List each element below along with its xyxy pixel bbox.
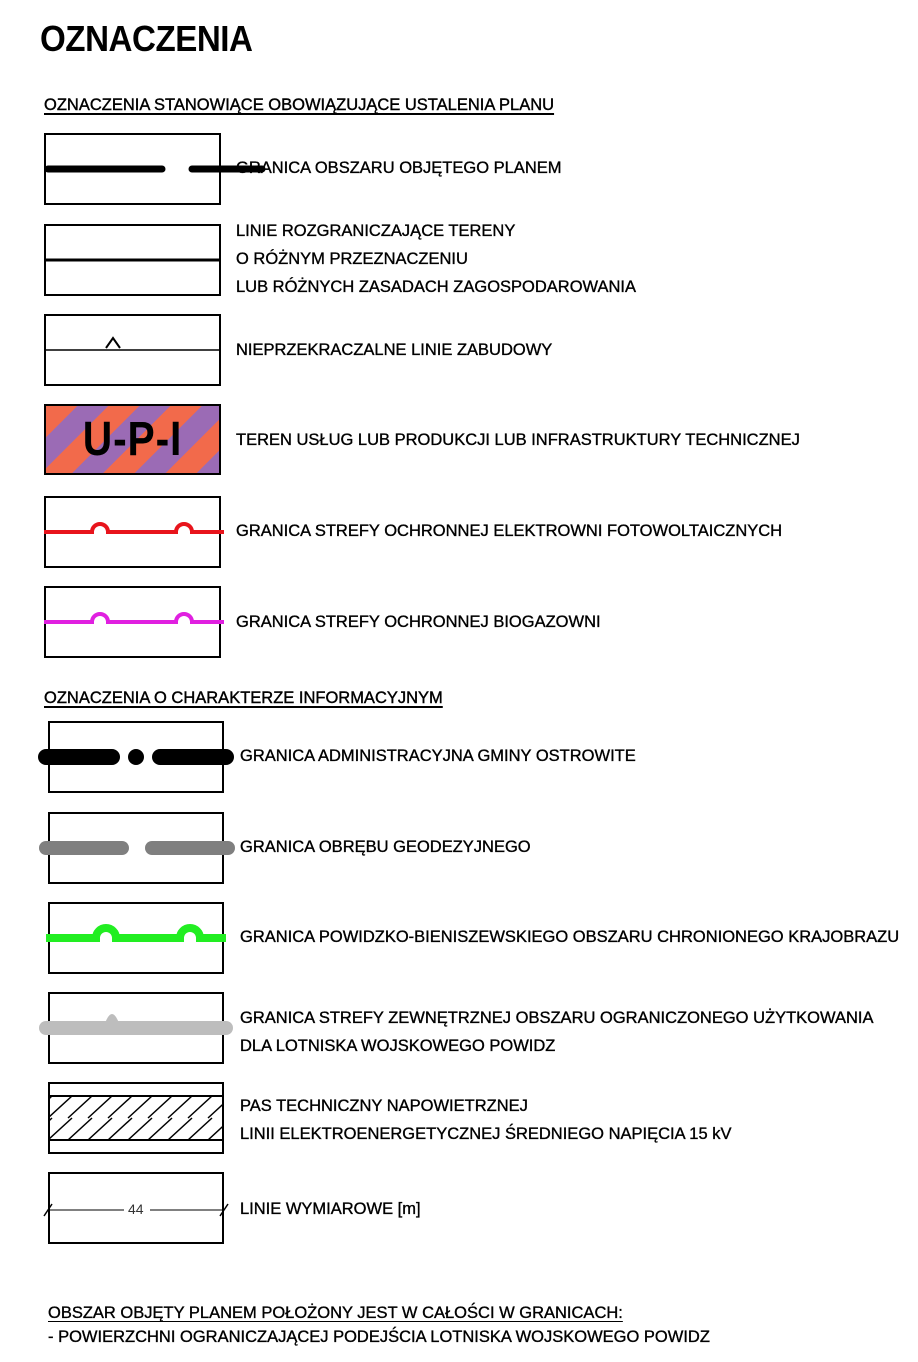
symbol-geodetic-boundary (48, 812, 224, 884)
symbol-plan-boundary (44, 133, 221, 205)
footer-heading: OBSZAR OBJĘTY PLANEM POŁOŻONY JEST W CAŁOŚCI W GRANICACH: (48, 1304, 623, 1322)
biogas-zone-line (44, 586, 225, 658)
label-dimension-lines: LINIE WYMIAROWE [m] (240, 1200, 421, 1218)
upi-symbol-text: U-P-I (82, 413, 183, 466)
symbol-upi-area (44, 404, 221, 475)
demarcation-line (44, 224, 221, 296)
label-landscape-area: GRANICA POWIDZKO-BIENISZEWSKIEGO OBSZARU CHRONIONEGO KRAJOBRAZU (240, 928, 900, 946)
label-geodetic-boundary: GRANICA OBRĘBU GEODEZYJNEGO (240, 838, 531, 856)
dimension-value: 44 (128, 1201, 144, 1217)
building-line (44, 314, 221, 386)
symbol-building-lines (44, 314, 221, 386)
label-pv-zone: GRANICA STREFY OCHRONNEJ ELEKTROWNI FOTOWOLTAICZNYCH (236, 522, 783, 540)
label-admin-boundary: GRANICA ADMINISTRACYJNA GMINY OSTROWITE (240, 747, 636, 765)
footer-line: - POWIERZCHNI OGRANICZAJĄCEJ PODEJŚCIA LOTNISKA WOJSKOWEGO POWIDZ (48, 1328, 710, 1346)
symbol-airport-zone (48, 992, 224, 1064)
symbol-dimension-lines (48, 1172, 224, 1244)
label-airport-zone: GRANICA STREFY ZEWNĘTRZNEJ OBSZARU OGRANICZONEGO UŻYTKOWANIA DLA LOTNISKA WOJSKOWEGO POWIDZ (240, 1009, 874, 1055)
symbol-admin-boundary (48, 721, 224, 793)
power-line-hatch (48, 1082, 224, 1154)
label-biogas-zone: GRANICA STREFY OCHRONNEJ BIOGAZOWNI (236, 613, 601, 631)
label-upi-area: TEREN USŁUG LUB PRODUKCJI LUB INFRASTRUKTURY TECHNICZNEJ (236, 431, 800, 449)
symbol-pv-zone (44, 496, 221, 568)
pv-zone-line (44, 496, 225, 568)
symbol-biogas-zone (44, 586, 221, 658)
airport-zone-line (48, 992, 234, 1064)
label-demarcation-lines: LINIE ROZGRANICZAJĄCE TERENY O RÓŻNYM PRZEZNACZENIU LUB RÓŻNYCH ZASADACH ZAGOSPODAROWANIA (236, 222, 637, 296)
symbol-power-line-strip (48, 1082, 224, 1154)
symbol-landscape-area (48, 902, 224, 974)
label-building-lines: NIEPRZEKRACZALNE LINIE ZABUDOWY (236, 341, 553, 359)
geodetic-boundary-line (48, 812, 234, 884)
symbol-demarcation-lines (44, 224, 221, 296)
section-heading-binding: OZNACZENIA STANOWIĄCE OBOWIĄZUJĄCE USTALENIA PLANU (44, 96, 555, 114)
page-title: OZNACZENIA (40, 18, 253, 59)
landscape-area-line (48, 902, 234, 974)
section-heading-informational: OZNACZENIA O CHARAKTERZE INFORMACYJNYM (44, 689, 443, 707)
label-power-line-strip: PAS TECHNICZNY NAPOWIETRZNEJ LINII ELEKTROENERGETYCZNEJ ŚREDNIEGO NAPIĘCIA 15 kV (240, 1097, 732, 1143)
admin-boundary-line (48, 721, 234, 793)
label-plan-boundary: GRANICA OBSZARU OBJĘTEGO PLANEM (236, 159, 562, 177)
plan-boundary-line (44, 133, 225, 205)
